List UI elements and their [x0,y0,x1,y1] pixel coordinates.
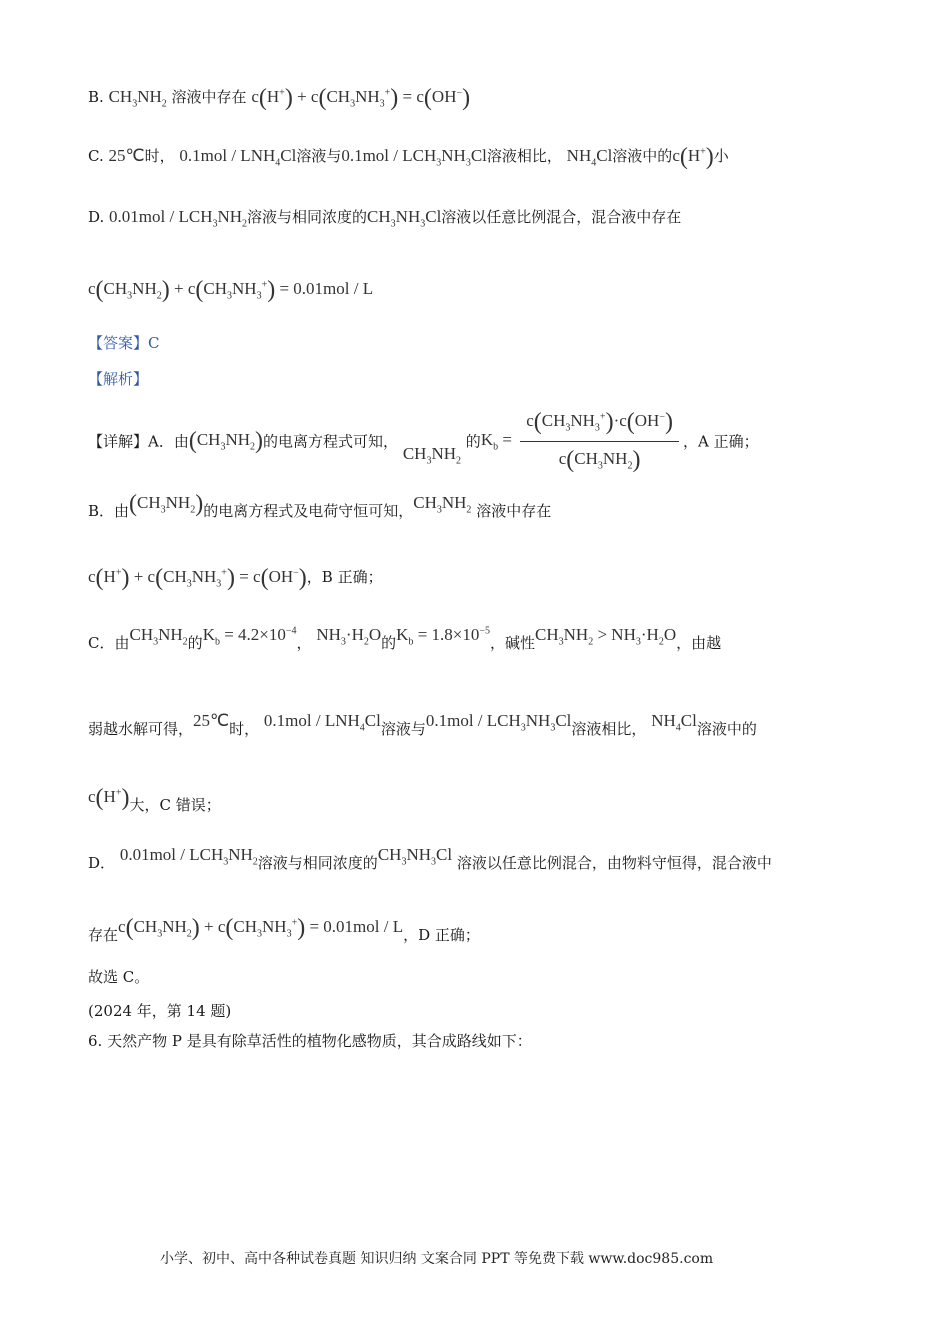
text: 溶液中存在 [171,88,247,106]
formula-ch3nh3cl-conc: $0.1mol / LCH_3NH_3Cl$ [425,711,572,734]
formula-kb: $K_b$ = [480,429,517,452]
formula-ch3nh2-paren: $(CH_3NH_2)$ [188,427,264,454]
detail-d-2 [88,916,480,943]
formula-ch3nh2-paren: $(CH_3NH_2)$ [129,491,204,517]
formula-nh4cl: $NH_4Cl$ [566,146,613,169]
option-b [88,86,470,110]
text: 溶液中的 [696,720,757,738]
text: 溶液与相同浓度的 [247,208,368,226]
text: 溶液中的 [612,147,673,165]
option-c [88,145,729,169]
text: 溶液相比， [571,720,647,738]
formula-material-balance: $c(CH_3NH_2) + c(CH_3NH_3^+) = 0.01mol / L$ [118,915,404,941]
question-source [88,1004,231,1019]
text: 【详解】A．由 [88,432,189,451]
text: 时， [144,147,175,165]
option-d-formula [88,278,373,302]
analysis-text: 【解析】 [88,370,149,388]
formula-ch3nh2-conc: $0.01mol / LCH_3NH_2$ [119,845,258,868]
text: ， [296,634,312,652]
formula-kb-fraction: $\frac{c(CH_3NH_3^+)\cdot c(OH^-)}{c(CH_3NH_2)}$ [520,408,679,475]
text: 大，C 错误； [129,796,221,814]
text: 的 [381,634,397,652]
text: ，D 正确； [403,926,480,944]
formula-ch3nh3cl: $CH_3NH_3Cl$ [367,207,442,230]
detail-c-2 [88,712,757,737]
text: 存在 [88,926,119,944]
text: 时， [229,720,260,738]
formula-25c: 25℃ [108,146,145,165]
formula-nh3h2o: $NH_3\cdot H_2O$ [316,625,382,648]
analysis-heading [88,372,148,387]
formula-ch3nh3cl: $CH_3NH_3Cl$ [377,845,453,868]
text: (2024 年，第 14 题) [88,1002,232,1020]
text: 溶液以任意比例混合，由物料守恒得，混合液中 [456,854,772,872]
detail-a [88,408,759,475]
option-b-label: B. [88,88,104,106]
page-footer: 小学、初中、高中各种试卷真题 知识归纳 文案合同 PPT 等免费下载 www.doc985.com [160,1251,714,1267]
text: 小 [713,147,729,165]
detail-d [88,846,772,871]
formula-nh4cl-conc: $0.1mol / LNH_4Cl$ [263,711,381,734]
formula-ch: c(H+) [88,785,130,811]
text: 弱越水解可得， [88,720,194,738]
formula-kb-ch3nh2: $K_b = 4.2\times 10^{-4}$ [202,625,297,648]
text: ，B 正确； [306,568,383,586]
text: 溶液与相同浓度的 [257,854,378,872]
answer-text: 【答案】C [88,334,160,352]
conclusion [88,970,149,985]
text: 的 [465,432,481,451]
formula-ch3nh3cl-conc: $0.1mol / LCH_3NH_3Cl$ [341,146,487,169]
text: 的电离方程式及电荷守恒可知， [203,502,414,520]
question-6 [88,1034,532,1049]
text: ，由越 [676,634,722,652]
option-c-label: C. [88,147,104,165]
formula-material-balance: $c(CH_3NH_2) + c(CH_3NH_3^+) = 0.01mol / L$ [88,277,374,303]
text: 溶液与 [296,147,342,165]
text: 6. 天然产物 P 是具有除草活性的植物化感物质，其合成路线如下： [88,1032,532,1050]
formula-25c: 25℃ [193,711,230,730]
option-d [88,208,681,229]
formula-nh4cl-conc: $0.1mol / LNH_4Cl$ [179,146,297,169]
detail-b [88,492,551,519]
text: C．由 [88,634,130,652]
text: 溶液与 [380,720,426,738]
formula-ch3nh2: $CH_3NH_2$ [129,625,188,648]
answer [88,336,159,351]
text: 的电离方程式可知， [263,432,399,451]
formula-ch3nh2: $CH_3NH_2$ [413,493,472,516]
formula-kb-nh3: $K_b = 1.8\times 10^{-5}$ [396,625,491,648]
option-d-label: D. [88,208,105,226]
formula-nh4cl: $NH_4Cl$ [651,711,697,734]
text: 故选 C。 [88,968,150,986]
formula-basicity: $CH_3NH_2 > NH_3\cdot H_2O$ [535,625,677,648]
detail-c-3 [88,786,221,813]
formula-charge-balance: $c(H^+) + c(CH_3NH_3^+) = c(OH^-)$ [251,85,471,111]
formula-ch3nh2: $CH_3NH_2$ [108,87,167,110]
text: 的 [187,634,203,652]
text: 溶液相比， [486,147,562,165]
formula-ch3nh2-conc: $0.01mol / LCH_3NH_2$ [109,207,248,230]
text: D． [88,854,116,872]
text: 溶液以任意比例混合，混合液中存在 [441,208,682,226]
text: 溶液中存在 [476,502,552,520]
formula-charge-balance: $c(H^+) + c(CH_3NH_3^+) = c(OH^-)$ [88,565,307,591]
formula-ch3nh2: $CH_3NH_2$ [402,444,462,467]
text: ，碱性 [490,634,536,652]
formula-ch: c(H+) [672,144,714,170]
detail-b-formula [88,566,383,590]
detail-c [88,626,721,651]
text: B．由 [88,502,130,520]
text: ，A 正确； [682,432,759,451]
